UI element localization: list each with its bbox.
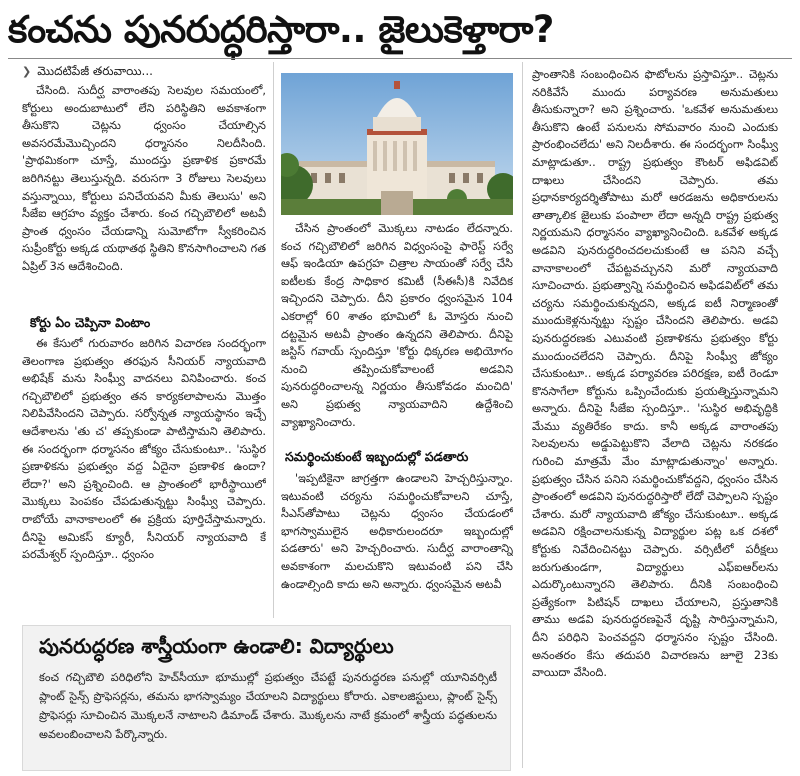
students-box	[22, 625, 511, 771]
supreme-court-photo	[281, 73, 513, 215]
column-divider-2	[522, 62, 523, 768]
column-3-text: ప్రాంతానికి సంబంధించిన ఫొటోలను ప్రస్తావిస్తూ.. చెట్లను నరికివేసే ముందు పర్యావరణ అనుమతులు తీసుకున్నారా? అని ప్రశ్నించారు. 'ఒకవేళ అనుమతులు తీసుకొని ఉంటే పనులను సోమవారం నుంచి ఎందుకు ప్రారంభించలేదు' అని నిలదీశారు. ఈ సందర్భంగా సింఘ్వీ మాట్లాడుతూ.. రాష్ట్ర ప్రభుత్వం కౌంటర్ అఫిడవిట్ దాఖలు చేసిందని చెప్పారు. తమ ప్రధానకార్యదర్శితోపాటు మరో ఆరడజను అధికారులను తాత్కాలిక జైలుకు పంపాలా లేదా అన్నది రాష్ట్ర ప్రభుత్వ నిర్ణయమని ధర్మాసనం వ్యాఖ్యానించింది. ఒకవేళ అక్కడ అడవిని పునరుద్ధరించదలచుకుంటే ఆ పనిని వచ్చే వానాకాలంలో చేపట్టవచ్చునని మరో న్యాయవాది సూచించారు. ప్రభుత్వాన్ని సమర్థించిన అఫిడవిట్‌లో తమ చర్యను సమర్థించుకున్నదని, అక్కడ ఐటీ నిర్మాణంతో ముందుకెళ్లనున్నట్టు స్పష్టం చేసిందని తెలిపారు. అడవి పునరుద్ధరణకు ఎటువంటి ప్రణాళికను ప్రభుత్వం కోర్టు ముందుంచలేదని చెప్పారు. దీనిపై సింఘ్వీ జోక్యం చేసుకుంటూ.. అక్కడ పర్యావరణ పరిరక్షణ, ఐటీ రెండూ కొనసాగేలా కోర్టును ఒప్పించేందుకు ప్రయత్నిస్తున్నామని అన్నారు. దీనిపై సీజేఐ స్పందిస్తూ.. 'సుస్థిర అభివృద్ధికి మేము వ్యతిరేకం కాదు. కానీ అక్కడ వారాంతపు సెలవులను అడ్డుపెట్టుకొని వేలాది చెట్లను నరకడం గురించి మాత్రమే మేం మాట్లాడుతున్నాం' అన్నారు. ప్రభుత్వం చేసిన పనిని సమర్థించుకోవద్దని, ధ్వంసం చేసిన ప్రాంతంలో అడవిని పునరుద్ధరిస్తారో లేదో చెప్పాలని స్పష్టం చేశారు. మరో న్యాయవాది జోక్యం చేసుకుంటూ.. అక్కడ అడవిని రక్షించాలనుకున్న విద్యార్థుల పట్ల ఒక దశలో కోర్టుకు నివేదించినట్టు చెప్పారు. వర్సిటీలో పరీక్షలు జరుగుతుండగా, విద్యార్థులు ఎఫ్‌ఐఆర్‌లను ఎదుర్కొంటున్నారని తెలిపారు. దీనికి సంబంధించి ప్రత్యేకంగా పిటిషన్ దాఖలు చేయాలని, ప్రస్తుతానికి తాము అడవి పునరుద్ధరణపైనే దృష్టి సారిస్తున్నామని, దీని పరిధిని పెంచవద్దని ధర్మాసనం స్పష్టం చేసింది. అనంతరం కేసు తదుపరి విచారణను జూలై 23కు వాయిదా వేసింది.	[532, 68, 778, 680]
column-1	[22, 82, 266, 312]
column-3	[532, 66, 778, 770]
column-divider	[273, 62, 274, 618]
kicker	[22, 62, 153, 81]
headline-rule	[8, 58, 792, 59]
column-1-text: చేసింది. సుదీర్ఘ వారాంతపు సెలవుల సమయంలో, కోర్టులు అందుబాటులో లేని పరిస్థితిని అవకాశంగా తీసుకొని చెట్లను ధ్వంసం చేయాల్సిన అవసరమేమొచ్చిందని ధర్మాసనం నిలదీసింది. 'ప్రాథమికంగా చూస్తే, ముందస్తు ప్రణాళిక ప్రకారమే జరిగినట్టు తెలుస్తున్నది. వరుసగా 3 రోజులు సెలవులు వస్తున్నాయి, కోర్టులు పనిచేయవని మీకు తెలుసు' అని సీజేఐ ఆగ్రహం వ్యక్తం చేశారు. కంచ గచ్చిబౌలిలో అటవీ ప్రాంత ధ్వంసం చేయడాన్ని సుమోటోగా స్వీకరించిన సుప్రీంకోర్టు అక్కడ యథాతథ స్థితిని కొనసాగించాలని గత ఏప్రిల్ 3న ఆదేశించింది.	[22, 84, 266, 273]
box-title: పునరుద్ధరణ శాస్త్రీయంగా ఉండాలి: విద్యార్థులు	[39, 634, 394, 658]
column-2b	[281, 470, 513, 620]
box-text: కంచ గచ్చిబౌలి పరిధిలోని హెచ్‌సీయూ భూముల్లో ప్రభుత్వం చేపట్టే పునరుద్ధరణ పనుల్లో యూనివర్సిటీ ప్లాంట్ సైన్స్ ప్రొఫెసర్లను, తమను భాగస్వామ్యం చేయాలని విద్యార్థులు కోరారు. ఎకాలజిస్టులు, ప్లాంట్ సైన్స్ ప్రొఫెసర్లు సూచించిన మొక్కలనే నాటాలని డిమాండ్ చేశారు. మొక్కలను నాటే క్రమంలో శాస్త్రీయ పద్ధతులను అవలంబించాలని పేర్కొన్నారు.	[39, 671, 497, 741]
column-1b-text: ఈ కేసులో గురువారం జరిగిన విచారణ సందర్భంగా తెలంగాణ ప్రభుత్వం తరఫున సీనియర్ న్యాయవాది అభిషేక్ మను సింఘ్వీ వాదనలు వినిపించారు. కంచ గచ్చిబౌలిలో ప్రభుత్వం తన కార్యకలాపాలను మొత్తం నిలిపివేసిందని చెప్పారు. సర్వోన్నత న్యాయస్థానం ఇచ్చే ఆదేశాలను 'తు చ' తప్పకుండా పాటిస్తామని తెలిపారు. ఈ సందర్భంగా ధర్మాసనం జోక్యం చేసుకుంటూ.. 'సుస్థిర ప్రణాళికను ప్రభుత్వం వద్ద ఏదైనా ప్రణాళిక ఉందా? లేదా?' అని ప్రశ్నించింది. ఆ ప్రాంతంలో భారీస్థాయిలో మొక్కలు పెంపకం చేపడుతున్నట్టు సింఘ్వీ చెప్పారు. రాబోయే వానాకాలంలో ఈ ప్రక్రియ పూర్తిచేస్తామన్నారు. దీనిపై అమికస్ క్యూరీ, సీనియర్ న్యాయవాది కే పరమేశ్వర్ స్పందిస్తూ.. ధ్వంసం	[22, 337, 266, 562]
column-2	[281, 220, 513, 442]
column-2-text: చేసిన ప్రాంతంలో మొక్కలు నాటడం లేదన్నారు. కంచ గచ్చిబౌలిలో జరిగిన విధ్వంసంపై ఫారెస్ట్ సర్వే ఆఫ్ ఇండియా ఉపగ్రహ చిత్రాల సాయంతో సర్వే చేసి ఐటీలకు కేంద్ర సాధికార కమిటీ (సీఈసీ)కి నివేదిక ఇచ్చిందని చెప్పారు. దీని ప్రకారం ధ్వంసమైన 104 ఎకరాల్లో 60 శాతం భూమిలో ఓ మోస్తరు నుంచి దట్టమైన అటవీ ప్రాంతం ఉన్నదని తెలిపారు. దీనిపై జస్టిస్ గవాయ్ స్పందిస్తూ 'కోర్టు ధిక్కరణ అభియోగం నుంచి తప్పించుకోవాలంటే అడవిని పునరుద్ధరించాలన్న నిర్ణయం తీసుకోవడం మంచిది' అని ప్రభుత్వ న్యాయవాదిని ఉద్దేశించి వ్యాఖ్యానించారు.	[281, 222, 513, 429]
column-1-subhead: కోర్టు ఏం చెప్పినా వింటాం	[30, 315, 151, 330]
column-1b	[22, 335, 266, 618]
column-2b-text: 'ఇప్పటికైనా జాగ్రత్తగా ఉండాలని హెచ్చరిస్తున్నాం. ఇటువంటి చర్యను సమర్థించుకోవాలని చూస్తే, సీఎస్‌తోపాటు చెట్లను ధ్వంసం చేయడంలో భాగస్వాములైన అధికారులందరూ ఇబ్బందుల్లో పడతారు' అని హెచ్చరించారు. సుదీర్ఘ వారాంతాన్ని అవకాశంగా మలచుకొని ఇటువంటి పని చేసి ఉండాల్సింది కాదు అని అన్నారు. ధ్వంసమైన అటవీ	[281, 472, 513, 591]
kicker-text: మొదటిపేజీ తరువాయి...	[37, 64, 153, 78]
column-2-subhead: సమర్థించుకుంటే ఇబ్బందుల్లో పడతారు	[285, 449, 469, 464]
headline: కంచను పునరుద్ధరిస్తారా.. జైలుకెళ్తారా?	[8, 8, 554, 51]
supreme-court-building-image	[281, 73, 513, 215]
kicker-arrow-icon: ❯	[22, 65, 32, 78]
